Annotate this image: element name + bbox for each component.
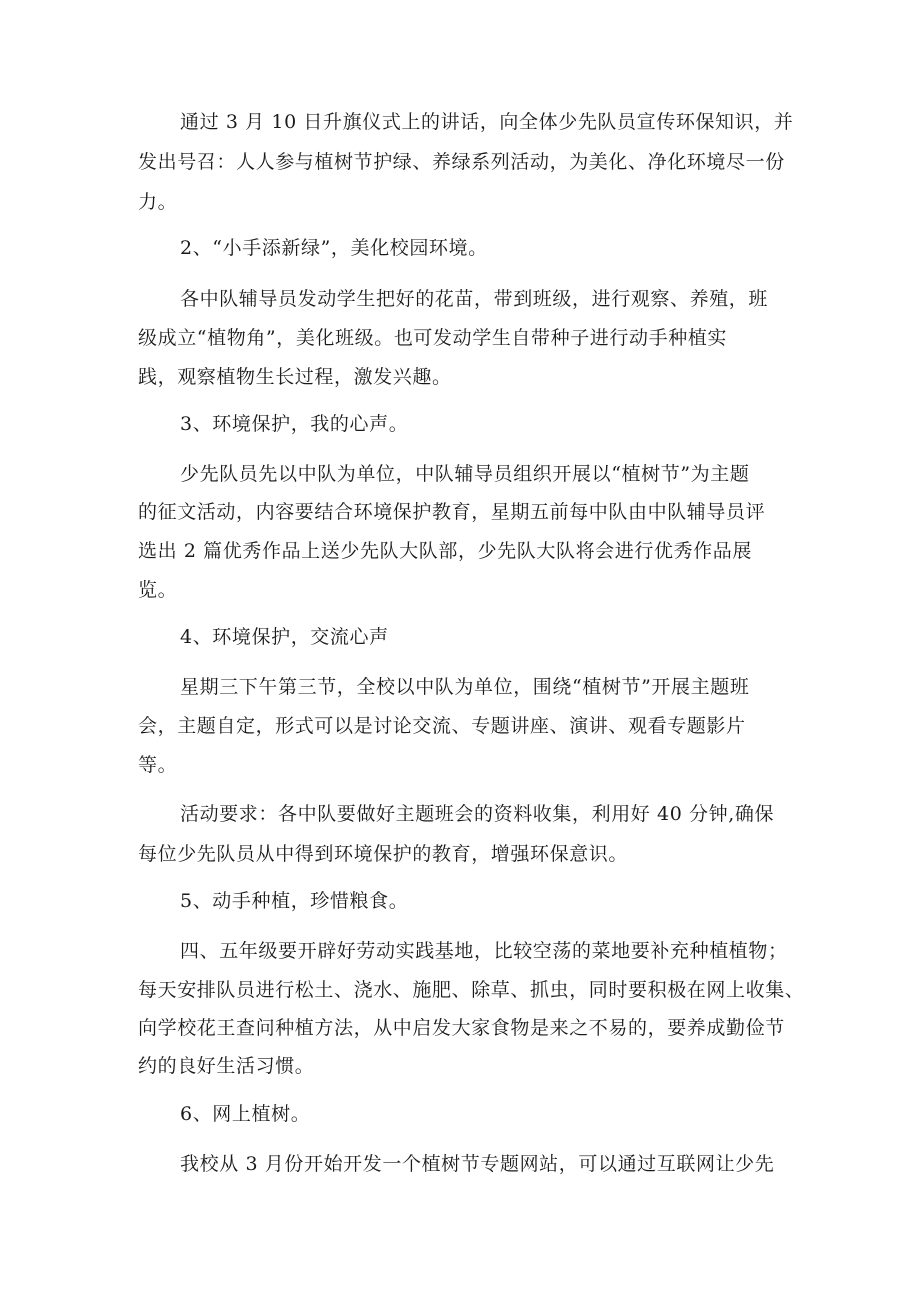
paragraph-line: 力。 <box>138 191 178 213</box>
paragraph-line: 少先队员先以中队为单位，中队辅导员组织开展以“植树节”为主题 <box>180 463 750 485</box>
section-heading: 6、网上植树。 <box>180 1103 311 1125</box>
paragraph-line: 星期三下午第三节，全校以中队为单位，围绕“植树节”开展主题班 <box>180 676 750 698</box>
paragraph-line: 每位少先队员从中得到环境保护的教育，增强环保意识。 <box>138 843 629 865</box>
paragraph-line: 我校从 3 月份开始开发一个植树节专题网站，可以通过互联网让少先 <box>180 1153 775 1175</box>
paragraph-line: 每天安排队员进行松土、浇水、施肥、除草、抓虫，同时要积极在网上收集、 <box>138 979 805 1001</box>
paragraph-line: 级成立“植物角”，美化班级。也可发动学生自带种子进行动手种植实 <box>138 327 728 349</box>
paragraph-line: 约的良好生活习惯。 <box>138 1055 315 1077</box>
section-heading: 5、动手种植，珍惜粮食。 <box>180 890 409 912</box>
paragraph-line: 向学校花王查问种植方法，从中启发大家食物是来之不易的，要养成勤俭节 <box>138 1017 785 1039</box>
section-heading: 2、“小手添新绿”，美化校园环境。 <box>180 237 488 259</box>
paragraph-line: 践，观察植物生长过程，激发兴趣。 <box>138 366 452 388</box>
paragraph-line: 等。 <box>138 754 178 776</box>
section-heading: 4、环境保护，交流心声 <box>180 626 389 648</box>
paragraph-line: 发出号召：人人参与植树节护绿、养绿系列活动，为美化、净化环境尽一份 <box>138 151 785 173</box>
paragraph-line: 会，主题自定，形式可以是讨论交流、专题讲座、演讲、观看专题影片 <box>138 715 746 737</box>
paragraph-line: 活动要求：各中队要做好主题班会的资料收集，利用好 40 分钟,确保 <box>180 803 775 825</box>
paragraph-line: 四、五年级要开辟好劳动实践基地，比较空荡的菜地要补充种植植物； <box>180 940 788 962</box>
section-heading: 3、环境保护，我的心声。 <box>180 413 409 435</box>
paragraph-line: 各中队辅导员发动学生把好的花苗，带到班级，进行观察、养殖，班 <box>180 288 769 310</box>
paragraph-line: 选出 2 篇优秀作品上送少先队大队部，少先队大队将会进行优秀作品展 <box>138 540 752 562</box>
paragraph-line: 的征文活动，内容要结合环境保护教育，星期五前每中队由中队辅导员评 <box>138 501 766 523</box>
paragraph-line: 通过 3 月 10 日升旗仪式上的讲话，向全体少先队员宣传环保知识，并 <box>180 111 794 133</box>
paragraph-line: 览。 <box>138 579 178 601</box>
